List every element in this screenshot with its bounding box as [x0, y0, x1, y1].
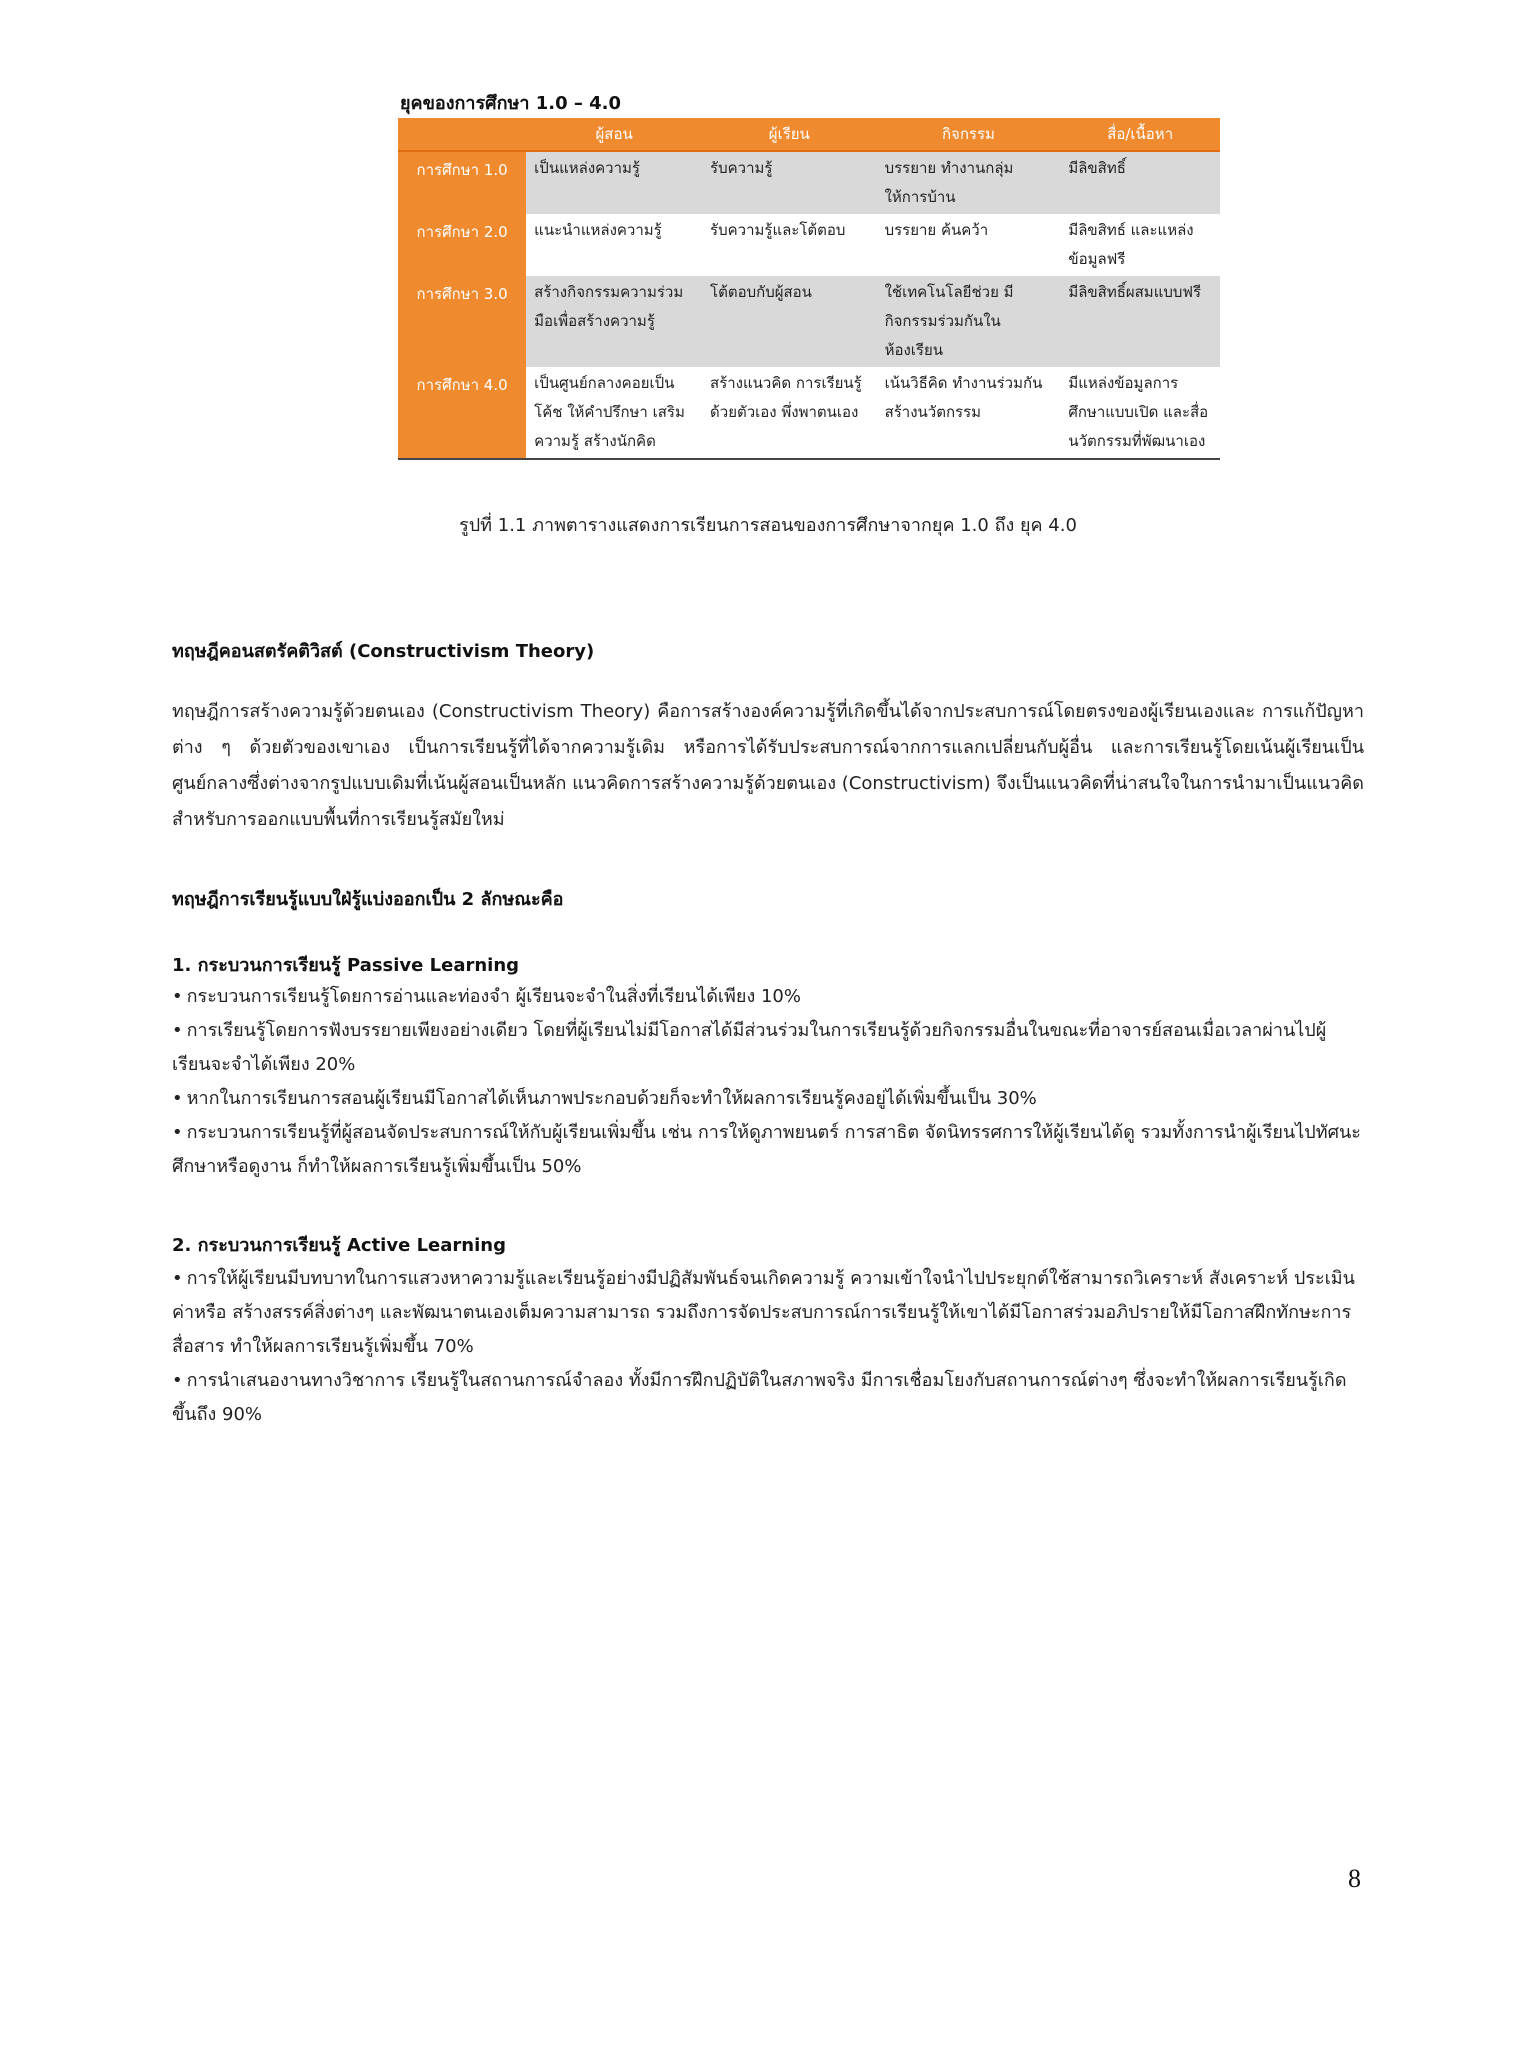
list-item — [172, 1262, 1364, 1364]
page-number: 8 — [1348, 1864, 1361, 1893]
table-row — [398, 276, 1220, 367]
table-cell: บรรยาย ค้นคว้า — [877, 214, 1061, 276]
table-cell: แนะนำแหล่งความรู้ — [526, 214, 702, 276]
passive-learning-title: 1. กระบวนการเรียนรู้ Passive Learning — [172, 955, 520, 976]
education-eras-table — [398, 118, 1220, 460]
list-item — [172, 980, 1364, 1014]
table-cell: เป็นศูนย์กลางคอยเป็นโค้ช ให้คำปรึกษา เสริมความรู้ สร้างนักคิด — [526, 367, 702, 459]
paragraph-text: ทฤษฎีการสร้างความรู้ด้วยตนเอง (Constructivism Theory) คือการสร้างองค์ความรู้ที่เกิดขึ้นได้จากประสบการณ์โดยตรงของผู้เรียนเองและ การแก้ปัญหาต่าง ๆ ด้วยตัวของเขาเอง เป็นการเรียนรู้ที่ได้จากความรู้เดิม หรือการได้รับประสบการณ์จากการแลกเปลี่ยนกับผู้อื่น และการเรียนรู้โดยเน้นผู้เรียนเป็นศูนย์กลางซึ่งต่างจากรูปแบบเดิมที่เน้นผู้สอนเป็นหลัก แนวคิดการสร้างความรู้ด้วยตนเอง (Constructivism) จึงเป็นแนวคิดที่น่าสนใจในการนำมาเป็นแนวคิดสำหรับการออกแบบพื้นที่การเรียนรู้สมัยใหม่ — [172, 701, 1364, 830]
figure-caption: รูปที่ 1.1 ภาพตารางแสดงการเรียนการสอนของการศึกษาจากยุค 1.0 ถึง ยุค 4.0 — [459, 515, 1077, 536]
constructivism-heading: ทฤษฎีคอนสตรัคติวิสต์ (Constructivism Theory) — [172, 641, 595, 662]
table-row — [398, 367, 1220, 459]
learning-theory-heading: ทฤษฎีการเรียนรู้แบบใฝ่รู้แบ่งออกเป็น 2 ลักษณะคือ — [172, 889, 564, 910]
table-header-cell: กิจกรรม — [877, 118, 1061, 151]
table-cell: เป็นแหล่งความรู้ — [526, 151, 702, 214]
list-item-text: การให้ผู้เรียนมีบทบาทในการแสวงหาความรู้และเรียนรู้อย่างมีปฏิสัมพันธ์จนเกิดความรู้ ความเข้าใจนำไปประยุกต์ใช้สามารถวิเคราะห์ สังเคราะห์ ประเมินค่าหรือ สร้างสรรค์สิ่งต่างๆ และพัฒนาตนเองเต็มความสามารถ รวมถึงการจัดประสบการณ์การเรียนรู้ให้เขาได้มีโอกาสร่วมอภิปรายให้มีโอกาสฝึกทักษะการสื่อสาร ทำให้ผลการเรียนรู้เพิ่มขึ้น 70% — [172, 1268, 1355, 1357]
bullet-icon: • — [172, 1020, 183, 1041]
era-label: การศึกษา 2.0 — [398, 214, 526, 276]
list-item-text: กระบวนการเรียนรู้ที่ผู้สอนจัดประสบการณ์ให้กับผู้เรียนเพิ่มขึ้น เช่น การให้ดูภาพยนตร์ การสาธิต จัดนิทรรศการให้ผู้เรียนได้ดู รวมทั้งการนำผู้เรียนไปทัศนะศึกษาหรือดูงาน ก็ทำให้ผลการเรียนรู้เพิ่มขึ้นเป็น 50% — [172, 1122, 1361, 1177]
list-item-text: การนำเสนองานทางวิชาการ เรียนรู้ในสถานการณ์จำลอง ทั้งมีการฝึกปฏิบัติในสภาพจริง มีการเชื่อมโยงกับสถานการณ์ต่างๆ ซึ่งจะทำให้ผลการเรียนรู้เกิดขึ้นถึง 90% — [172, 1370, 1347, 1425]
table-cell: รับความรู้ — [702, 151, 877, 214]
era-label: การศึกษา 3.0 — [398, 276, 526, 367]
list-item-text: การเรียนรู้โดยการฟังบรรยายเพียงอย่างเดียว โดยที่ผู้เรียนไม่มีโอกาสได้มีส่วนร่วมในการเรียนรู้ด้วยกิจกรรมอื่นในขณะที่อาจารย์สอนเมื่อเวลาผ่านไปผู้เรียนจะจำได้เพียง 20% — [172, 1020, 1327, 1075]
list-item — [172, 1116, 1364, 1184]
constructivism-paragraph — [172, 694, 1364, 838]
table-cell: รับความรู้และโต้ตอบ — [702, 214, 877, 276]
table-cell: มีแหล่งข้อมูลการศึกษาแบบเปิด และสื่อนวัตกรรมที่พัฒนาเอง — [1060, 367, 1220, 459]
era-label: การศึกษา 1.0 — [398, 151, 526, 214]
table-cell: บรรยาย ทำงานกลุ่ม ให้การบ้าน — [877, 151, 1061, 214]
bullet-icon: • — [172, 1088, 183, 1109]
list-item — [172, 1082, 1364, 1116]
table-row — [398, 151, 1220, 214]
table-cell: มีลิขสิทธ์ และแหล่งข้อมูลฟรี — [1060, 214, 1220, 276]
table-header-cell: ผู้สอน — [526, 118, 702, 151]
table-cell: มีลิขสิทธิ์ผสมแบบฟรี — [1060, 276, 1220, 367]
bullet-icon: • — [172, 1268, 183, 1289]
table-header-cell: สื่อ/เนื้อหา — [1060, 118, 1220, 151]
table-cell: โต้ตอบกับผู้สอน — [702, 276, 877, 367]
list-item-text: กระบวนการเรียนรู้โดยการอ่านและท่องจำ ผู้เรียนจะจำในสิ่งที่เรียนได้เพียง 10% — [186, 986, 801, 1007]
bullet-icon: • — [172, 986, 183, 1007]
table-row — [398, 214, 1220, 276]
table-cell: มีลิขสิทธิ์ — [1060, 151, 1220, 214]
table-title: ยุคของการศึกษา 1.0 – 4.0 — [400, 93, 622, 114]
table-cell: ใช้เทคโนโลยีช่วย มีกิจกรรมร่วมกันในห้องเรียน — [877, 276, 1061, 367]
list-item — [172, 1014, 1364, 1082]
bullet-icon: • — [172, 1370, 183, 1391]
list-item-text: หากในการเรียนการสอนผู้เรียนมีโอกาสได้เห็นภาพประกอบด้วยก็จะทำให้ผลการเรียนรู้คงอยู่ได้เพิ่มขึ้นเป็น 30% — [186, 1088, 1037, 1109]
passive-learning-list — [172, 980, 1364, 1184]
table-header-cell: ผู้เรียน — [702, 118, 877, 151]
list-item — [172, 1364, 1364, 1432]
table-header-cell — [398, 118, 526, 151]
table-header-row — [398, 118, 1220, 151]
active-learning-list — [172, 1262, 1364, 1432]
table-cell: สร้างกิจกรรมความร่วมมือเพื่อสร้างความรู้ — [526, 276, 702, 367]
table-cell: เน้นวิธีคิด ทำงานร่วมกัน สร้างนวัตกรรม — [877, 367, 1061, 459]
bullet-icon: • — [172, 1122, 183, 1143]
active-learning-title: 2. กระบวนการเรียนรู้ Active Learning — [172, 1235, 506, 1256]
table-cell: สร้างแนวคิด การเรียนรู้ด้วยตัวเอง พึ่งพาตนเอง — [702, 367, 877, 459]
era-label: การศึกษา 4.0 — [398, 367, 526, 459]
